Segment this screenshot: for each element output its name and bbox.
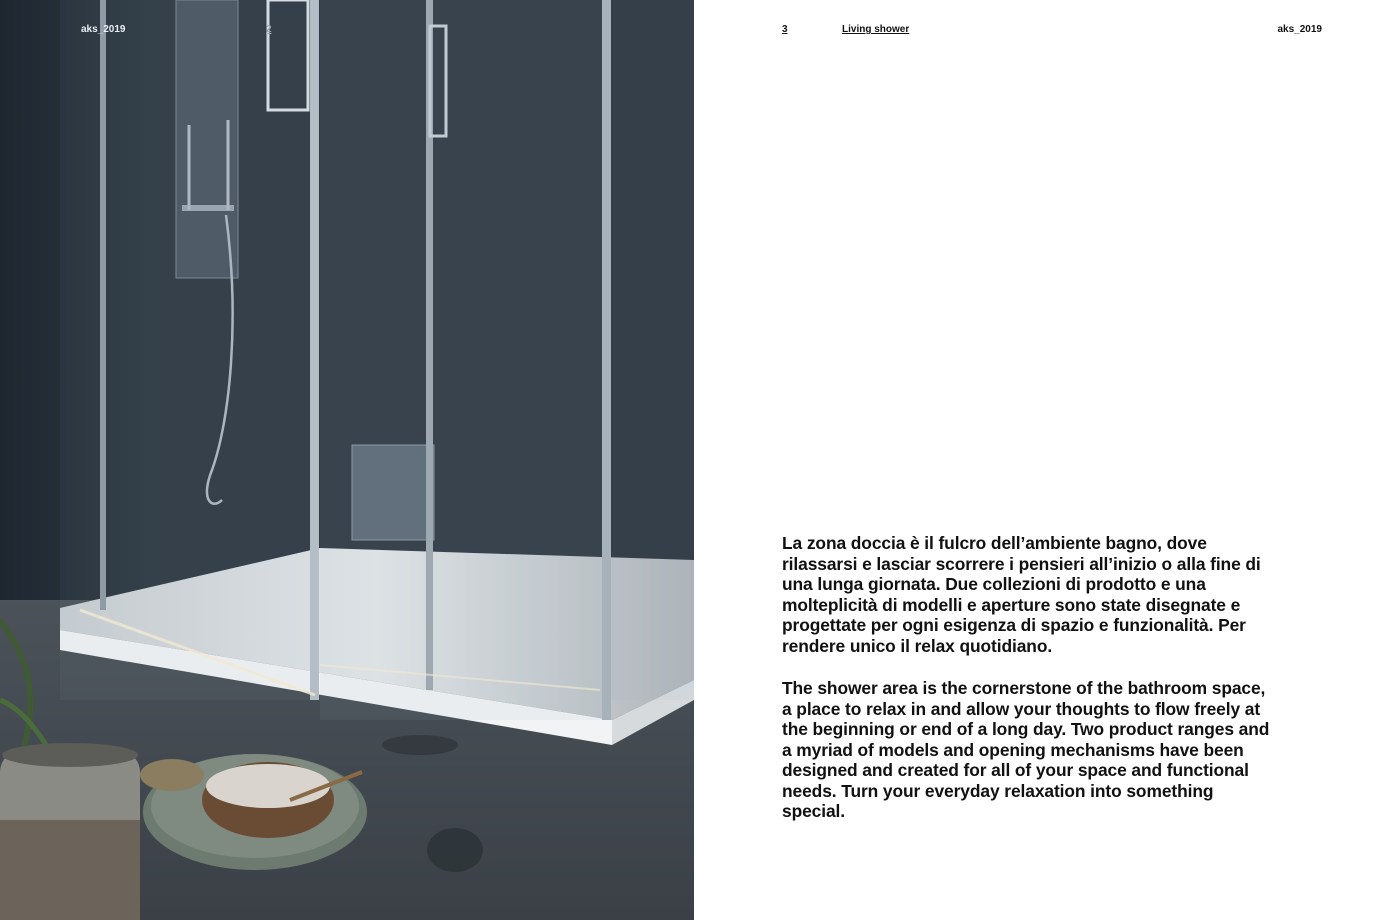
page-number: 3: [782, 24, 788, 35]
right-page: [694, 0, 1388, 920]
paragraph-english: The shower area is the cornerstone of the bathroom space, a place to relax in and allow your thoughts to flow freely at the beginning or end of a long day. Two product ranges and a myriad of models and opening mechanisms have been designed and created for all of your space and functional needs. Turn your everyday relaxation into something special.: [782, 678, 1270, 821]
paragraph-italian: La zona doccia è il fulcro dell’ambiente bagno, dove rilassarsi e lasciar scorrere i pensieri all’inizio o alla fine di una lunga giornata. Due collezioni di prodotto e una molteplicità di modelli e aperture sono state disegnate e progettate per ogni esigenza di spazio e funzionalità. Per rendere unico il relax quotidiano.: [782, 533, 1261, 656]
running-header-brand: aks_2019: [81, 24, 126, 35]
section-title: Living shower: [842, 24, 910, 35]
page-number: 2: [266, 24, 272, 35]
running-header-brand: aks_2019: [1277, 24, 1322, 35]
